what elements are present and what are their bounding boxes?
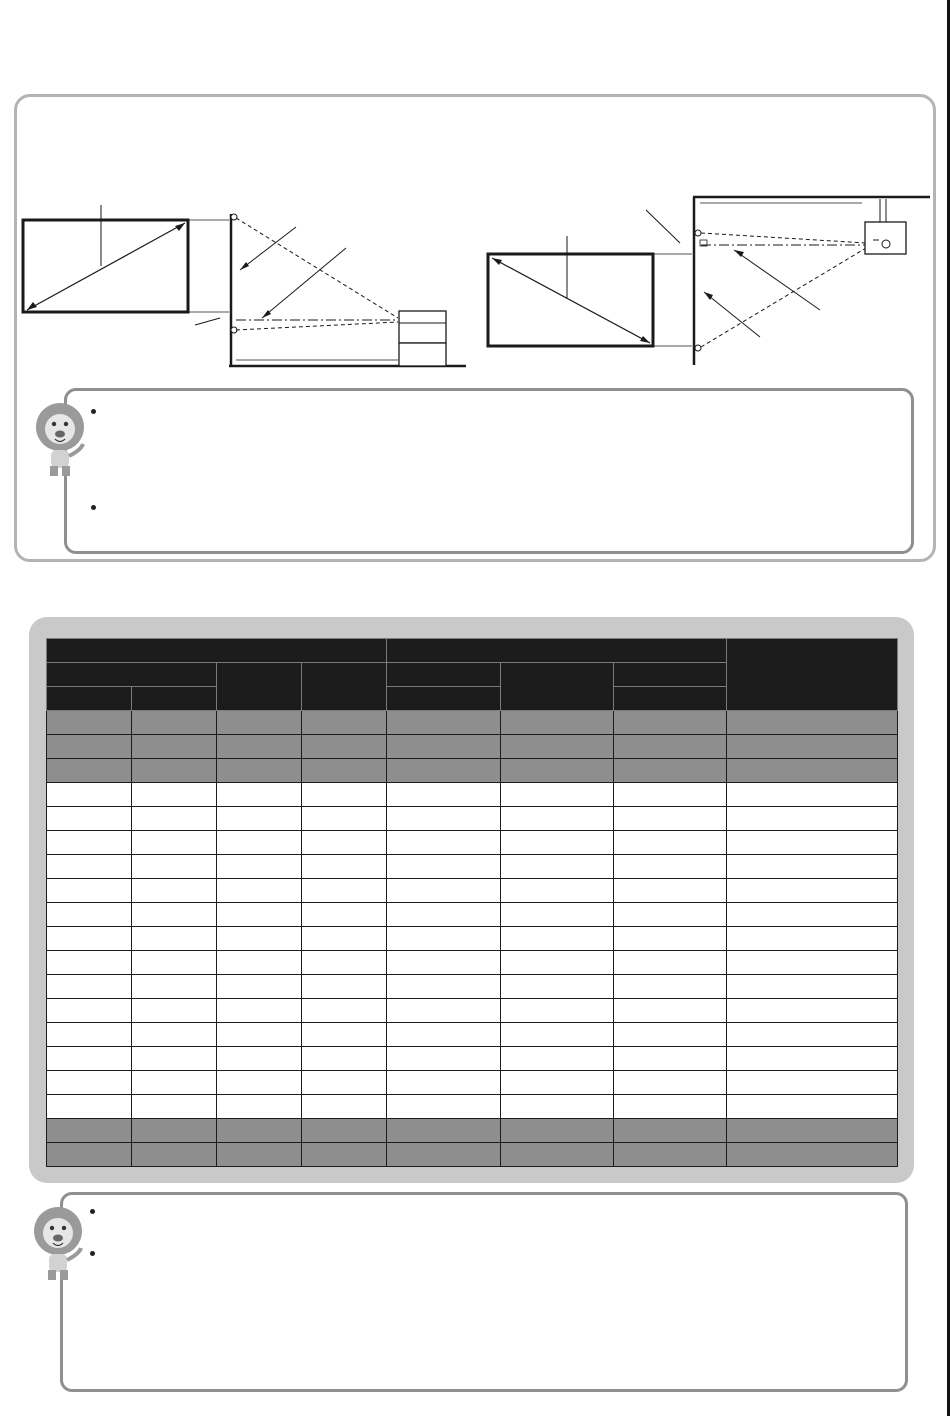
table-cell — [302, 735, 387, 759]
table-cell — [302, 831, 387, 855]
table-cell — [217, 879, 302, 903]
table-row — [47, 1095, 898, 1119]
table-cell — [387, 735, 501, 759]
table-cell — [132, 783, 217, 807]
table-cell — [302, 783, 387, 807]
table-cell — [302, 999, 387, 1023]
table-cell — [132, 735, 217, 759]
table-cell — [132, 855, 217, 879]
projector-body-left — [399, 311, 446, 343]
table-cell — [727, 783, 898, 807]
table-cell — [614, 879, 727, 903]
table-cell — [302, 1143, 387, 1167]
table-row — [47, 735, 898, 759]
table-cell — [727, 879, 898, 903]
table-cell — [614, 951, 727, 975]
table-cell — [132, 1047, 217, 1071]
table-row — [47, 903, 898, 927]
table-header-cell — [47, 663, 217, 687]
table-cell — [132, 759, 217, 783]
table-cell — [501, 711, 614, 735]
table-cell — [47, 1143, 132, 1167]
table-cell — [132, 1143, 217, 1167]
table-header-cell — [727, 639, 898, 711]
table-header-cell — [47, 639, 387, 663]
table-cell — [727, 831, 898, 855]
table-cell — [727, 999, 898, 1023]
table-cell — [387, 831, 501, 855]
projector-stand-left — [399, 343, 446, 366]
table-cell — [727, 1023, 898, 1047]
table-cell — [727, 1119, 898, 1143]
table-cell — [302, 903, 387, 927]
table-cell — [614, 903, 727, 927]
table-cell — [217, 951, 302, 975]
table-cell — [387, 975, 501, 999]
table-header-cell — [217, 663, 302, 711]
table-cell — [501, 735, 614, 759]
table-cell — [302, 1047, 387, 1071]
table-cell — [217, 831, 302, 855]
table-cell — [47, 927, 132, 951]
note-bullet — [90, 1209, 95, 1214]
note-bullet — [91, 505, 96, 510]
table-cell — [387, 1095, 501, 1119]
table-cell — [132, 999, 217, 1023]
table-row — [47, 783, 898, 807]
table-row — [47, 1119, 898, 1143]
table-cell — [387, 903, 501, 927]
ceiling-install-diagram — [488, 197, 930, 365]
table-row — [47, 879, 898, 903]
table-cell — [132, 807, 217, 831]
table-cell — [387, 1023, 501, 1047]
table-cell — [132, 1023, 217, 1047]
table-cell — [47, 1071, 132, 1095]
table-cell — [302, 1023, 387, 1047]
table-cell — [302, 855, 387, 879]
table-cell — [501, 1143, 614, 1167]
table-cell — [501, 927, 614, 951]
table-header-cell — [387, 687, 501, 711]
table-cell — [217, 1095, 302, 1119]
table-cell — [217, 903, 302, 927]
table-cell — [47, 759, 132, 783]
table-cell — [132, 1119, 217, 1143]
table-cell — [727, 1071, 898, 1095]
table-header-cell — [387, 663, 501, 687]
table-cell — [614, 807, 727, 831]
screen-diagonal-left — [27, 223, 185, 310]
table-cell — [47, 855, 132, 879]
table-cell — [217, 975, 302, 999]
table-cell — [727, 759, 898, 783]
table-cell — [132, 975, 217, 999]
table-row — [47, 975, 898, 999]
table-cell — [132, 1071, 217, 1095]
table-row — [47, 927, 898, 951]
table-row — [47, 1143, 898, 1167]
table-cell — [727, 1143, 898, 1167]
table-body — [47, 711, 898, 1167]
table-cell — [387, 999, 501, 1023]
table-cell — [614, 1143, 727, 1167]
table-cell — [501, 807, 614, 831]
table-cell — [387, 1143, 501, 1167]
table-cell — [387, 855, 501, 879]
table-cell — [501, 975, 614, 999]
table-header-cell — [614, 663, 727, 687]
table-cell — [387, 1047, 501, 1071]
table-cell — [302, 975, 387, 999]
table-cell — [47, 711, 132, 735]
screen-diagonal-right — [492, 258, 650, 343]
table-cell — [217, 1023, 302, 1047]
projector-body-right — [865, 222, 906, 254]
table-cell — [47, 1095, 132, 1119]
table-header-cell — [614, 687, 727, 711]
table-cell — [727, 1095, 898, 1119]
table-cell — [501, 783, 614, 807]
table-cell — [302, 759, 387, 783]
table-cell — [132, 711, 217, 735]
table-cell — [302, 879, 387, 903]
table-cell — [727, 903, 898, 927]
table-cell — [501, 879, 614, 903]
table-cell — [217, 1143, 302, 1167]
table-row — [47, 1071, 898, 1095]
table-cell — [727, 711, 898, 735]
table-cell — [501, 831, 614, 855]
table-cell — [302, 1095, 387, 1119]
table-cell — [501, 951, 614, 975]
table-cell — [217, 1119, 302, 1143]
table-cell — [387, 759, 501, 783]
table-cell — [47, 951, 132, 975]
table-cell — [217, 999, 302, 1023]
table-cell — [614, 855, 727, 879]
table-cell — [614, 759, 727, 783]
table-cell — [47, 807, 132, 831]
table-cell — [217, 1071, 302, 1095]
table-cell — [387, 711, 501, 735]
note-box-bottom — [60, 1192, 908, 1392]
table-cell — [132, 831, 217, 855]
table-row — [47, 831, 898, 855]
table-cell — [501, 1071, 614, 1095]
table-cell — [501, 1023, 614, 1047]
table-cell — [727, 807, 898, 831]
table-cell — [302, 807, 387, 831]
table-cell — [132, 1095, 217, 1119]
note-box-top — [64, 388, 914, 554]
table-row — [47, 1047, 898, 1071]
table-cell — [614, 1071, 727, 1095]
table-cell — [132, 927, 217, 951]
table-cell — [47, 975, 132, 999]
table-cell — [387, 927, 501, 951]
table-row — [47, 759, 898, 783]
table-cell — [614, 735, 727, 759]
table-cell — [614, 999, 727, 1023]
table-cell — [387, 951, 501, 975]
table-header-cell — [387, 639, 727, 663]
table-cell — [47, 1119, 132, 1143]
table-row — [47, 711, 898, 735]
table-cell — [501, 855, 614, 879]
floor-install-diagram — [23, 205, 466, 366]
note-bullet — [90, 1251, 95, 1256]
table-cell — [302, 711, 387, 735]
table-cell — [47, 999, 132, 1023]
table-cell — [614, 711, 727, 735]
table-cell — [47, 1047, 132, 1071]
table-cell — [47, 831, 132, 855]
table-cell — [727, 1047, 898, 1071]
table-cell — [47, 903, 132, 927]
table-cell — [217, 711, 302, 735]
table-cell — [132, 903, 217, 927]
table-row — [47, 1023, 898, 1047]
table-header-cell — [302, 663, 387, 711]
projection-diagrams — [0, 0, 950, 380]
table-cell — [217, 855, 302, 879]
table-cell — [501, 1047, 614, 1071]
table-cell — [47, 735, 132, 759]
table-cell — [47, 783, 132, 807]
table-cell — [614, 1047, 727, 1071]
table-cell — [217, 807, 302, 831]
projection-size-table — [46, 638, 898, 1167]
table-cell — [387, 783, 501, 807]
table-cell — [501, 903, 614, 927]
table-cell — [727, 975, 898, 999]
lion-mascot-icon — [31, 1204, 87, 1284]
table-cell — [217, 783, 302, 807]
table-header-cell — [132, 687, 217, 711]
table-cell — [727, 927, 898, 951]
table-cell — [501, 999, 614, 1023]
table-cell — [302, 951, 387, 975]
table-cell — [501, 1095, 614, 1119]
table-cell — [501, 1119, 614, 1143]
table-cell — [132, 879, 217, 903]
table-cell — [614, 783, 727, 807]
table-cell — [614, 975, 727, 999]
table-cell — [217, 927, 302, 951]
table-cell — [614, 1095, 727, 1119]
table-cell — [387, 1119, 501, 1143]
table-cell — [217, 735, 302, 759]
table-cell — [614, 1119, 727, 1143]
table-cell — [302, 1071, 387, 1095]
note-bullet — [91, 409, 96, 414]
table-cell — [387, 879, 501, 903]
table-cell — [47, 879, 132, 903]
table-cell — [727, 951, 898, 975]
table-cell — [217, 759, 302, 783]
table-cell — [614, 927, 727, 951]
table-cell — [387, 1071, 501, 1095]
lion-mascot-icon — [33, 400, 89, 480]
table-cell — [614, 1023, 727, 1047]
table-row — [47, 999, 898, 1023]
table-header-cell — [47, 687, 132, 711]
table-cell — [727, 855, 898, 879]
table-cell — [387, 807, 501, 831]
table-row — [47, 855, 898, 879]
table-row — [47, 807, 898, 831]
table-cell — [727, 735, 898, 759]
table-cell — [302, 927, 387, 951]
table-row — [47, 951, 898, 975]
table-cell — [614, 831, 727, 855]
table-cell — [47, 1023, 132, 1047]
table-cell — [217, 1047, 302, 1071]
table-cell — [302, 1119, 387, 1143]
table-cell — [132, 951, 217, 975]
table-cell — [501, 759, 614, 783]
table-header-cell — [501, 663, 614, 711]
